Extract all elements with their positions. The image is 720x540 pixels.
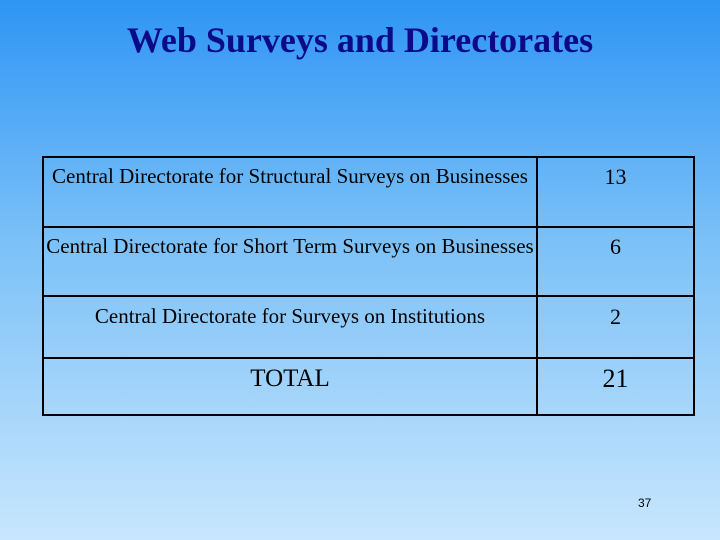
total-label: TOTAL [43, 358, 537, 415]
directorate-name: Central Directorate for Surveys on Institutions [43, 296, 537, 358]
directorate-name: Central Directorate for Structural Surveys on Businesses [43, 157, 537, 227]
table-row [43, 157, 694, 227]
total-row [43, 358, 694, 415]
table-row [43, 296, 694, 358]
directorate-name: Central Directorate for Short Term Surveys on Businesses [43, 227, 537, 296]
survey-count: 2 [537, 296, 694, 358]
total-count: 21 [602, 364, 629, 393]
page-number: 37 [638, 496, 652, 510]
survey-count: 13 [537, 157, 694, 227]
survey-count: 6 [537, 227, 694, 296]
slide-title: Web Surveys and Directorates [126, 20, 594, 60]
table-row [43, 227, 694, 296]
directorates-table [42, 156, 695, 416]
